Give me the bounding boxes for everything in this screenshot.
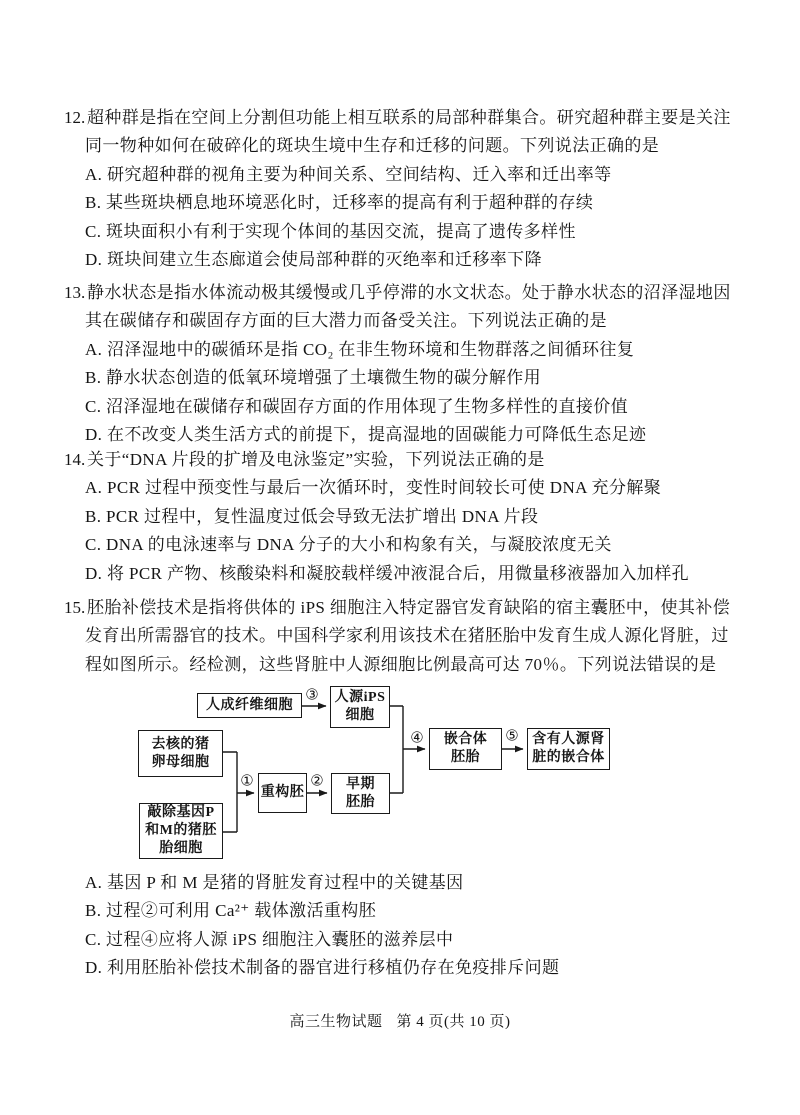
option-d: D. 在不改变人类生活方式的前提下，提高湿地的固碳能力可降低生态足迹 — [85, 424, 647, 444]
box-label: 含有人源肾 — [532, 732, 605, 747]
box-label: 细胞 — [345, 708, 375, 723]
question-number: 14. — [64, 450, 86, 469]
box-label: 早期 — [346, 776, 375, 792]
option-d: D. 利用胚胎补偿技术制备的器官进行移植仍存在免疫排斥问题 — [85, 958, 560, 978]
box-label: 嵌合体 — [443, 732, 488, 747]
option-b: B. PCR 过程中，复性温度过低会导致无法扩增出 DNA 片段 — [85, 506, 539, 526]
box-chimera-with-human-kidney — [527, 728, 610, 770]
box-reconstructed-embryo — [258, 773, 307, 813]
question-stem-line: 发育出所需器官的技术。中国科学家利用该技术在猪胚胎中发育生成人源化肾脏，过 — [85, 626, 729, 646]
option-d: D. 斑块间建立生态廊道会使局部种群的灭绝率和迁移率下降 — [85, 249, 542, 269]
step-label-5: ⑤ — [505, 728, 519, 745]
box-label: 重构胚 — [260, 785, 305, 800]
question-14 — [64, 446, 784, 588]
step-label-2: ② — [310, 773, 324, 790]
box-gene-knockout-pig-embryo-cells — [139, 803, 223, 859]
question-number: 13. — [64, 283, 86, 302]
option-c: C. DNA 的电泳速率与 DNA 分子的大小和构象有关，与凝胶浓度无关 — [85, 535, 612, 555]
question-stem-line — [64, 279, 784, 307]
question-stem-line: 同一物种如何在破碎化的斑块生境中生存和迁移的问题。下列说法正确的是 — [85, 136, 660, 156]
merge-bracket-left — [223, 752, 237, 832]
option-a: A. PCR 过程中预变性与最后一次循环时，变性时间较长可使 DNA 充分解聚 — [85, 478, 662, 498]
box-label: 和M的猪胚 — [145, 823, 217, 838]
step-label-1: ① — [240, 773, 254, 790]
option-a: A. 沼泽湿地中的碳循环是指 CO₂ 在非生物环境和生物群落之间循环往复 — [85, 339, 635, 359]
option-c: C. 过程④应将人源 iPS 细胞注入囊胚的滋养层中 — [85, 929, 454, 949]
option-b: B. 过程②可利用 Ca²⁺ 载体激活重构胚 — [85, 901, 377, 921]
footer-title: 高三生物试题 — [289, 1014, 383, 1030]
box-label: 胎细胞 — [159, 841, 203, 856]
box-label: 胚胎 — [451, 750, 480, 765]
question-stem-line — [64, 446, 784, 474]
question-15 — [64, 594, 784, 679]
stem-text: 关于“DNA 片段的扩增及电泳鉴定”实验，下列说法正确的是 — [87, 450, 545, 469]
box-enucleated-pig-oocyte — [138, 730, 223, 777]
stem-text: 静水状态是指水体流动极其缓慢或几乎停滞的水文状态。处于静水状态的沼泽湿地因 — [87, 283, 731, 302]
footer-page-info: 第 4 页(共 10 页) — [396, 1014, 511, 1030]
box-label: 人源iPS — [334, 690, 386, 705]
option-a: A. 基因 P 和 M 是猪的肾脏发育过程中的关键基因 — [85, 873, 464, 892]
question-stem-line: 程如图所示。经检测，这些肾脏中人源细胞比例最高可达 70％。下列说法错误的是 — [85, 654, 717, 674]
merge-bracket-right — [390, 706, 403, 793]
box-human-ips-cells — [330, 686, 390, 728]
question-stem-line — [64, 594, 784, 622]
box-label: 胚胎 — [346, 794, 375, 810]
process-diagram — [0, 682, 800, 867]
question-stem-line — [64, 104, 784, 132]
option-c: C. 斑块面积小有利于实现个体间的基因交流，提高了遗传多样性 — [85, 221, 576, 241]
option-b: B. 某些斑块栖息地环境恶化时，迁移率的提高有利于超种群的存续 — [85, 193, 594, 213]
box-label: 脏的嵌合体 — [532, 750, 605, 765]
box-label: 卵母细胞 — [151, 754, 210, 770]
option-d: D. 将 PCR 产物、核酸染料和凝胶载样缓冲液混合后，用微量移液器加入加样孔 — [85, 563, 690, 583]
stem-text: 胚胎补偿技术是指将供体的 iPS 细胞注入特定器官发育缺陷的宿主囊胚中，使其补偿 — [87, 598, 731, 617]
page-footer — [0, 1012, 800, 1032]
step-label-4: ④ — [410, 730, 424, 747]
question-15-options — [64, 869, 784, 983]
diagram-connectors — [0, 682, 800, 867]
stem-text: 超种群是指在空间上分割但功能上相互联系的局部种群集合。研究超种群主要是关注 — [87, 108, 731, 127]
box-label: 敲除基因P — [147, 805, 215, 820]
box-human-fibroblast — [197, 693, 302, 718]
box-early-embryo — [331, 773, 390, 814]
step-label-3: ③ — [305, 687, 319, 704]
question-12 — [64, 104, 784, 274]
box-label: 人成纤维细胞 — [206, 697, 293, 713]
question-number: 12. — [64, 108, 86, 127]
option-c: C. 沼泽湿地在碳储存和碳固存方面的作用体现了生物多样性的直接价值 — [85, 396, 629, 416]
option-b: B. 静水状态创造的低氧环境增强了土壤微生物的碳分解作用 — [85, 368, 542, 388]
question-number: 15. — [64, 598, 86, 617]
question-13 — [64, 279, 784, 449]
box-label: 去核的猪 — [151, 736, 210, 752]
box-chimeric-embryo — [429, 728, 502, 770]
question-stem-line: 其在碳储存和碳固存方面的巨大潜力而备受关注。下列说法正确的是 — [85, 311, 607, 331]
option-a: A. 研究超种群的视角主要为种间关系、空间结构、迁入率和迁出率等 — [85, 164, 612, 184]
